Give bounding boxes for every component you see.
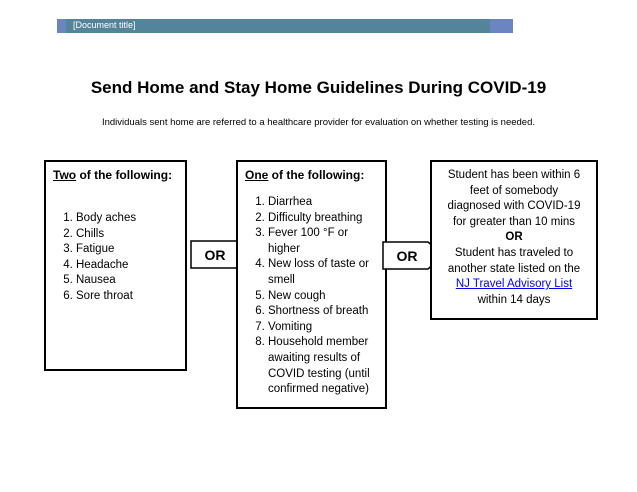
symptom-list <box>238 195 385 398</box>
heading-rest: of the following: <box>268 168 365 182</box>
symptom-item: 8. Household member awaiting results of COVID testing (until confirmed negative) <box>268 335 377 397</box>
symptom-item: 3. Fever 100 °F or higher <box>268 226 377 257</box>
exposure-text: Student has been within 6 feet of somebody diagnosed with COVID-19 for greater than 10 mins <box>447 169 581 228</box>
symptom-item: 6. Sore throat <box>76 289 185 305</box>
or-label: OR <box>396 248 418 264</box>
two-symptoms-box <box>44 160 187 371</box>
heading-emphasis: One <box>245 168 269 182</box>
subtitle: Individuals sent home are referred to a healthcare provider for evaluation on whether testing is needed. <box>101 117 536 128</box>
one-symptom-box <box>236 160 387 409</box>
symptom-item: 1. Body aches <box>76 211 185 227</box>
exposure-box <box>430 160 598 320</box>
symptom-item: 7. Vomiting <box>268 320 377 336</box>
header-accent-right <box>490 19 513 33</box>
symptom-item: 6. Shortness of breath <box>268 304 377 320</box>
symptom-item: 1. Diarrhea <box>268 195 377 211</box>
symptom-item: 3. Fatigue <box>76 242 185 258</box>
document-header-bar <box>57 19 513 33</box>
heading-rest: of the following: <box>76 168 173 182</box>
symptom-item: 5. New cough <box>268 289 377 305</box>
or-text: OR <box>505 231 523 244</box>
heading-emphasis: Two <box>53 168 77 182</box>
box-heading <box>245 168 385 182</box>
symptom-list <box>46 211 185 305</box>
page-title: Send Home and Stay Home Guidelines During COVID-19 <box>90 78 547 97</box>
symptom-item: 5. Nausea <box>76 273 185 289</box>
or-label: OR <box>204 247 226 263</box>
nj-travel-advisory-link[interactable]: NJ Travel Advisory List <box>455 278 573 291</box>
symptom-item: 2. Chills <box>76 227 185 243</box>
document-title: [Document title] <box>73 20 136 30</box>
box-heading <box>53 168 185 182</box>
within-days-text: within 14 days <box>477 293 551 306</box>
symptom-item: 4. New loss of taste or smell <box>268 257 377 288</box>
symptom-item: 4. Headache <box>76 258 185 274</box>
travel-text: Student has traveled to another state listed on the <box>447 246 581 275</box>
header-accent-left <box>57 19 66 33</box>
symptom-item: 2. Difficulty breathing <box>268 211 377 227</box>
